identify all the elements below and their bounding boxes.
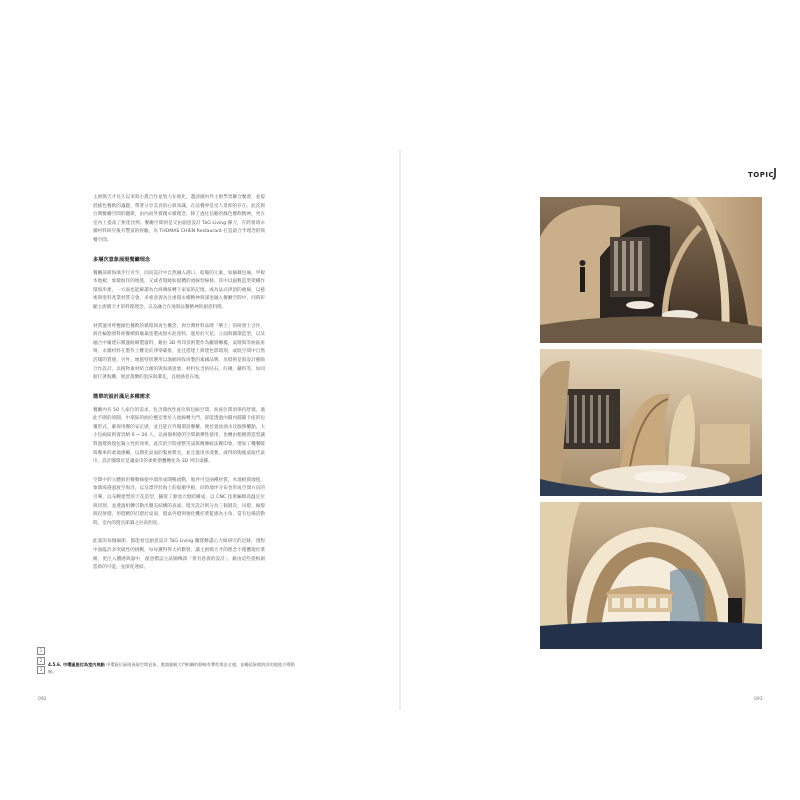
body-paragraph-3: 餐廳內有 50 人座位的需求，包含開放性座位與包廂空間，而座位間須保持舒適，適此不圍的原圓，中環區的曲位應室要於人流線轉大門，卻能透過內圓內圓圓卡座的包覆形式，確保用餐的安定感，並且能在外圈環設餐櫃，便於置放酒水及服務櫃點，大小包廂區則置容納 6 ~ 20 人，以兩個相連的空間做彈性使用，也轉由粗樹窗造型讓對過燈與復包獨立性的效果，此次的空間重整雪試與精傳統法餐印象，增加了機餐暖與餐車的柔適感觸，以期化桌面的緊複費具，並且運用喜漫薯，歲得的陶瓶桌取代桌巾，設計團隊於是讓桌巾的柔軟摺疊轉化為 3D 列印桌腳。 xyxy=(93,407,265,465)
caption-text: 中環區位區則展現空間意象，邀請風帆大門相聯的動線有彈性與安全感，並輔延象徵海洋的地毯引導動線。 xyxy=(48,662,295,674)
body-paragraph-4: 空間中的立體與用餐動線使中環形成開暢流動，地坪可見兩種材質，木地板與地毯，象徵海港過渡至海洋，以及漂浮於海上的船艙甲板，同時地坪分布也形成空間方向的引導，以布幔建塑的天花造型，鑲嵌了源池大燈結構成，以 CNC 技術編爆高溫定位與切割，並透過組纏引動出優美結構的表面，燈光設計則分為三個層次，吊燈、線燈與投射燈，用燈精的打燈於桌面，燈桌外燈則強化機托菜籃感為主角，當有包場活動時，室內的燈具節調之拉高明度。 xyxy=(93,477,265,526)
page-number-right: 093 xyxy=(754,697,763,702)
photo-arched-dining xyxy=(540,197,762,343)
caption-lead: 4.5.6. 中環區座位為室內焦點 xyxy=(48,662,105,667)
photo-reception-arch xyxy=(540,502,762,649)
body-paragraph-2: 材質運用呼應綠色餐飲的循環與再生概念，與台灣材料品牌「樂土」的研發士合作，與社輪點發科經餐網與廢棄塗製成無水泥塗料，運用於天花、立面與圓環造型，以及融合中庸建石膜運路網製器料，藉由 3D 列印技術製作為屬層櫃檯，桌層與等候區座椅，永續材料在製作上難迫於淨零碳排，並且搭建上與建色影環刻，或既空間中自然活樣的質感，另外，地毯特別選用以漁網回收再製的素國品牌，吊燈則是與設計藝師合作設計，以植物素材結合創的與海濱意象，材料包含咕咕石、紅磚、藏料等，如同船打著海灘，展意蒸蘭的泡沫與潔花，以展感意在地。 xyxy=(93,323,265,381)
page-number-left: 092 xyxy=(38,697,47,702)
topic-hook-icon xyxy=(772,168,777,180)
body-paragraph-5: 此案的每個細節，都能看見創意設計 TaG Living 團隊精盡心力做研究的足跡，透程中面臨許多突破性的挑戰，每每獲得得大約數發，讓主廚簡天才的理念不僅體現於菜餚，更注入體感與器中，創意標誌主試圖傳譯「會有意義的設計」，藉由這些提相創造新的可能，並深度連結。 xyxy=(93,539,265,571)
caption-index-boxes xyxy=(37,647,45,676)
intro-paragraph: 主廚簡天才長久以來與小農合作並致力在地化，邀請國內外主廚學習聯合餐會，並提倡綠色餐飲的議題，帶著分享美食的心與知識，在法餐界是受人景仰的存在。此次與台灣餐廳空間的翻新，由內而外實踐永續理念，除了過往信賴的綠色餐飲精神，更在室內上提高了無產比例。餐廳空間則是交由創意設計 TaG Living 操刀，在跨領域永續材料研究後有豐富的經驗，為 THOMAS CHIEN Restaurant 打造最合乎理念的飛餐空間。 xyxy=(93,195,265,243)
caption-box-3: 3 xyxy=(37,666,45,674)
article-column xyxy=(93,194,265,583)
caption-box-1: 1 xyxy=(37,647,45,655)
section-heading-2: 簡單的設計滿足多種需求 xyxy=(93,393,151,400)
page-gutter xyxy=(399,150,401,710)
section-heading-1: 多層次意象展現餐廳理念 xyxy=(93,256,151,263)
photo-sail-sculpture xyxy=(540,349,762,496)
body-paragraph-1: 餐廳前緩海濱步行可至，因而設計中自然融入港口、船艙的元素，如細載包廂、甲板木地板、象徵海洋的地毯，又或者環繞如船體的流線型線條，其中以風帆造型架構作環境串連，一方面也能解讀為台海傳統轉下家家的記憶，或為法式拱頂的曲線，以藝術與塗料產業材質交會，多重意義為注重環永續精神與深度融入餐廳空間中，同時彰顯主廚簡天才的料理理念，以及融合在地與法餐精神的創意料理。 xyxy=(93,270,265,310)
caption-box-2: 2 xyxy=(37,657,45,665)
photo-caption xyxy=(48,661,298,675)
topic-label: TOPIC xyxy=(748,171,775,179)
